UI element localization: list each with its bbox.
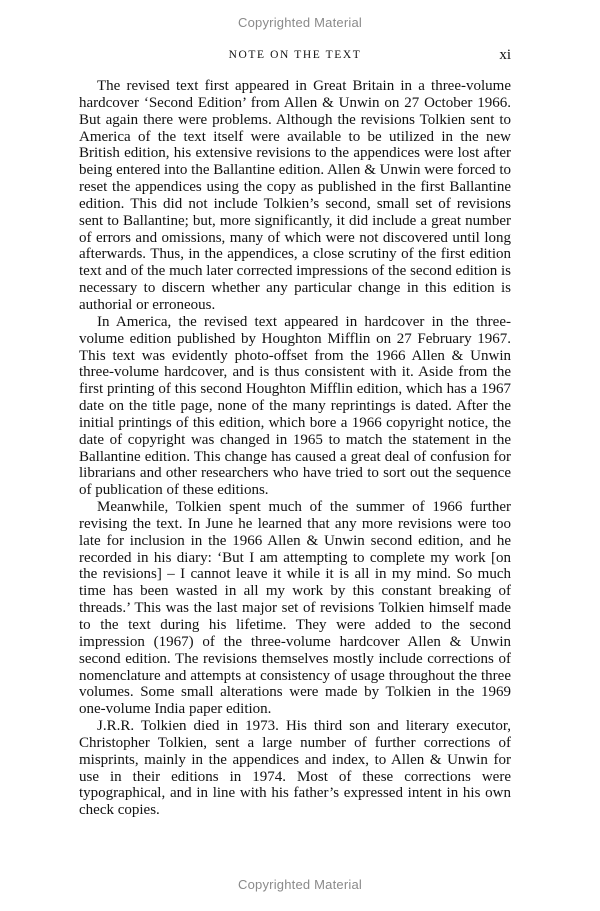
paragraph-1: The revised text first appeared in Great Britain in a three-volume hardcover ‘Second Edition’ from Allen & Unwin on 27 October 1966. But again there were problems. Although the revisions Tolkien sent to America of the text itself were available to be utilized in the new British edition, his extensive revisions to the appendices were lost after being entered into the Ballantine edition. Allen & Unwin were forced to reset the appendices using the copy as published in the first Ballantine edition. This did not include Tolkien’s second, small set of revisions sent to Ballantine; but, more significantly, it did include a great number of errors and omissions, many of which were not discovered until long afterwards. Thus, in the appendices, a close scrutiny of the first edition text and of the much later corrected impressions of the second edition is necessary to discern whether any particular change in this edition is authorial or erroneous.	[79, 78, 511, 313]
paragraph-4: J.R.R. Tolkien died in 1973. His third son and literary executor, Christopher Tolkien, sent a large number of further corrections of misprints, mainly in the appendices and index, to Allen & Unwin for use in their editions in 1974. Most of these corrections were typographical, and in line with his father’s expressed intent in his own check copies.	[79, 718, 511, 819]
running-head-title: NOTE ON THE TEXT	[228, 49, 362, 61]
body-text	[79, 78, 511, 819]
page-number: xi	[499, 47, 511, 63]
copyright-watermark-bottom: Copyrighted Material	[238, 877, 362, 892]
paragraph-3: Meanwhile, Tolkien spent much of the summer of 1966 further revising the text. In June he learned that any more revisions were too late for inclusion in the 1966 Allen & Unwin second edition, and he recorded in his diary: ‘But I am attempting to complete my work [on the revisions] – I cannot leave it while it is all in my mind. So much time has been wasted in all my work by this constant breaking of threads.’ This was the last major set of revisions Tolkien himself made to the text during his lifetime. They were added to the second impression (1967) of the three-volume hardcover Allen & Unwin second edition. The revisions themselves mostly include corrections of nomenclature and attempts at consistency of usage throughout the three volumes. Some small alterations were made by Tolkien in the 1969 one-volume India paper edition.	[79, 499, 511, 718]
running-head	[79, 47, 511, 67]
paragraph-2: In America, the revised text appeared in hardcover in the three-volume edition published by Houghton Mifflin on 27 February 1967. This text was evidently photo-offset from the 1966 Allen & Unwin three-volume hardcover, and is thus consistent with it. Aside from the first printing of this second Houghton Mifflin edition, which has a 1967 date on the title page, none of the many reprintings is dated. After the initial printings of this edition, which bore a 1966 copyright notice, the date of copyright was changed in 1965 to match the statement in the Ballantine edition. This change has caused a great deal of confusion for librarians and other researchers who have tried to sort out the sequence of publication of these editions.	[79, 313, 511, 499]
copyright-watermark-top: Copyrighted Material	[238, 15, 362, 30]
